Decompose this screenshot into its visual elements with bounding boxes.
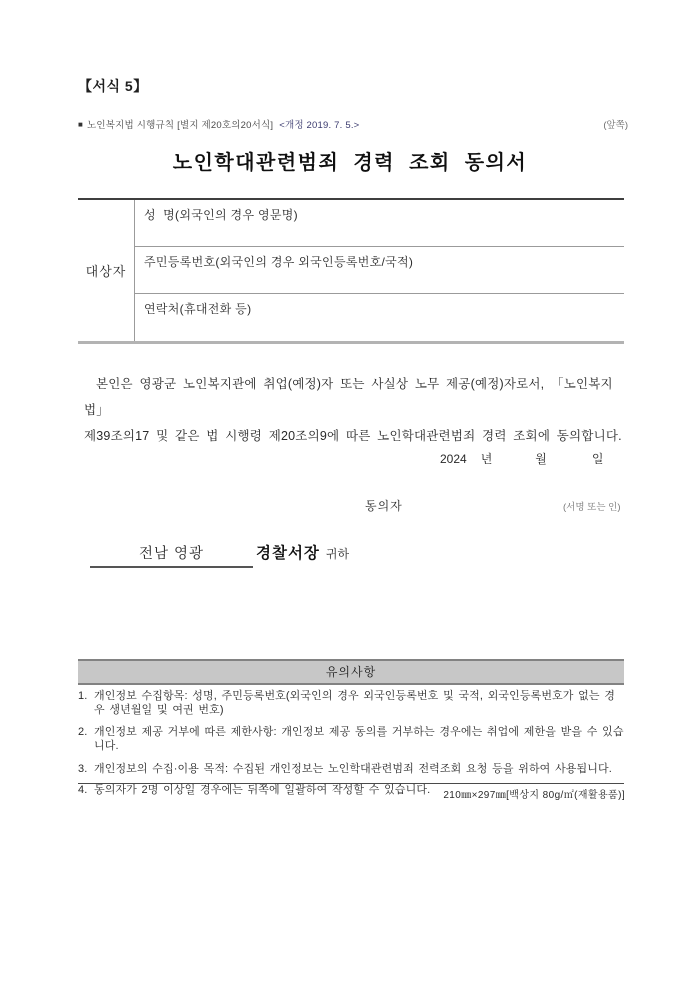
recipient-honorific: 귀하 bbox=[325, 547, 350, 561]
front-side-label: (앞쪽) bbox=[603, 120, 628, 131]
consent-line-1: 본인은 영광군 노인복지관에 취업(예정)자 또는 사실상 노무 제공(예정)자로서, 「노인복지법」 bbox=[84, 377, 613, 417]
subject-table-fields bbox=[135, 200, 624, 341]
law-reference-text: 노인복지법 시행규칙 [별지 제20호의20서식] bbox=[87, 120, 274, 131]
notice-item bbox=[78, 689, 625, 717]
date-day-label: 일 bbox=[591, 452, 604, 466]
signer-label: 동의자 bbox=[365, 499, 403, 513]
notices-header: 유의사항 bbox=[78, 659, 624, 685]
consent-paragraph bbox=[84, 371, 622, 449]
recipient-region-underline: 전남 영광 bbox=[90, 542, 253, 568]
notice-number: 2. bbox=[78, 726, 88, 738]
bottom-rule bbox=[78, 783, 624, 784]
square-bullet-icon: ■ bbox=[78, 119, 84, 129]
paper-spec: 210㎜×297㎜[백상지 80g/㎡(재활용품)] bbox=[443, 790, 625, 801]
notice-number: 3. bbox=[78, 763, 88, 775]
recipient-line bbox=[90, 541, 349, 568]
subject-table bbox=[78, 198, 624, 344]
notice-text: 개인정보의 수집·이용 목적: 수집된 개인정보는 노인학대관련범죄 전력조회 요청 등을 위하여 사용됩니다. bbox=[94, 763, 612, 775]
field-row-resident-number: 주민등록번호(외국인의 경우 외국인등록번호/국적) bbox=[135, 247, 624, 294]
notice-text: 개인정보 제공 거부에 따른 제한사항: 개인정보 제공 동의를 거부하는 경우에는 취업에 제한을 받을 수 있습니다. bbox=[94, 726, 624, 752]
field-row-name: 성 명(외국인의 경우 영문명) bbox=[135, 200, 624, 247]
consent-line-2: 제39조의17 및 같은 법 시행령 제20조의9에 따른 노인학대관련범죄 경력 조회에 동의합니다. bbox=[84, 429, 622, 443]
date-year: 2024 bbox=[440, 452, 467, 466]
notice-item bbox=[78, 725, 625, 753]
law-reference bbox=[78, 117, 359, 131]
recipient-office: 경찰서장 bbox=[256, 545, 320, 562]
notice-text: 동의자가 2명 이상일 경우에는 뒤쪽에 일괄하여 작성할 수 있습니다. bbox=[94, 784, 431, 796]
subject-table-row-header: 대상자 bbox=[78, 200, 135, 341]
form-label: 【서식 5】 bbox=[78, 78, 148, 94]
notice-number: 4. bbox=[78, 784, 88, 796]
notice-number: 1. bbox=[78, 690, 88, 702]
notice-item bbox=[78, 762, 625, 776]
signature-note: (서명 또는 인) bbox=[563, 502, 621, 513]
date-month-label: 월 bbox=[535, 452, 547, 466]
page-title: 노인학대관련범죄 경력 조회 동의서 bbox=[172, 152, 528, 174]
date-year-label: 년 bbox=[480, 452, 493, 466]
notice-text: 개인정보 수집항목: 성명, 주민등록번호(외국인의 경우 외국인등록번호 및 국적, 외국인등록번호가 없는 경우 생년월일 및 여권 번호) bbox=[94, 690, 616, 716]
revision-date: <개정 2019. 7. 5.> bbox=[279, 120, 360, 131]
field-row-contact: 연락처(휴대전화 등) bbox=[144, 302, 252, 316]
date-line bbox=[440, 450, 603, 467]
